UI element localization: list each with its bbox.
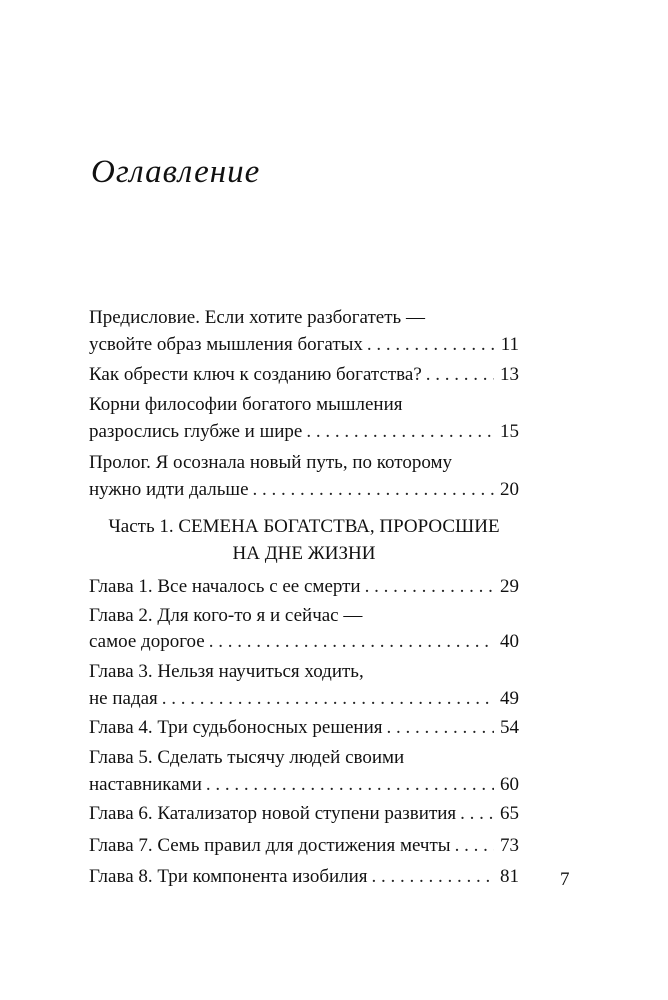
toc-entry-text: разрослись глубже и шире bbox=[89, 421, 303, 442]
toc-chapter-1 bbox=[89, 575, 519, 599]
toc-entry-text: наставниками bbox=[89, 774, 202, 795]
toc-entry-prologue-cont bbox=[89, 478, 519, 502]
toc-chapter-3 bbox=[89, 660, 519, 684]
toc-entry-text: Глава 4. Три судьбоносных решения bbox=[89, 717, 383, 738]
dot-leader bbox=[253, 478, 495, 502]
part-heading-line-1: Часть 1. СЕМЕНА БОГАТСТВА, ПРОРОСШИЕ bbox=[108, 516, 500, 537]
toc-entry-prologue bbox=[89, 451, 519, 475]
dot-leader bbox=[372, 865, 494, 889]
toc-page-number: 73 bbox=[500, 835, 519, 856]
page-title: Оглавление bbox=[91, 154, 261, 190]
toc-entry-roots-cont bbox=[89, 420, 519, 444]
toc-entry-text: усвойте образ мышления богатых bbox=[89, 334, 363, 355]
toc-page-number: 15 bbox=[500, 421, 519, 442]
toc-entry-text: Глава 5. Сделать тысячу людей своими bbox=[89, 747, 405, 768]
toc-entry-text: Как обрести ключ к созданию богатства? bbox=[89, 364, 422, 385]
toc-page-number: 65 bbox=[500, 803, 519, 824]
toc-page-number: 13 bbox=[500, 364, 519, 385]
toc-entry-text: Пролог. Я осознала новый путь, по которому bbox=[89, 452, 452, 473]
toc-chapter-8 bbox=[89, 865, 519, 889]
toc-entry-text: Корни философии богатого мышления bbox=[89, 394, 403, 415]
folio-page-number: 7 bbox=[560, 869, 570, 890]
toc-page-number: 11 bbox=[500, 334, 519, 355]
toc-entry-text: Глава 2. Для кого-то я и сейчас — bbox=[89, 605, 363, 626]
dot-leader bbox=[387, 716, 495, 740]
dot-leader bbox=[206, 773, 494, 797]
toc-chapter-3-cont bbox=[89, 687, 519, 711]
toc-page-number: 40 bbox=[500, 631, 519, 652]
toc-page-number: 54 bbox=[500, 717, 519, 738]
part-heading-line-2: НА ДНЕ ЖИЗНИ bbox=[232, 543, 376, 564]
dot-leader bbox=[162, 687, 494, 711]
dot-leader bbox=[367, 333, 495, 357]
toc-chapter-2 bbox=[89, 604, 519, 628]
toc-entry-text: нужно идти дальше bbox=[89, 479, 249, 500]
dot-leader bbox=[306, 420, 494, 444]
toc-entry-key bbox=[89, 363, 519, 387]
toc-page-number: 81 bbox=[500, 866, 519, 887]
dot-leader bbox=[209, 630, 494, 654]
toc-entry-preface bbox=[89, 306, 519, 330]
table-of-contents bbox=[89, 0, 519, 1000]
toc-entry-text: Глава 3. Нельзя научиться ходить, bbox=[89, 661, 364, 682]
toc-entry-text: не падая bbox=[89, 688, 158, 709]
dot-leader bbox=[455, 834, 494, 858]
toc-entry-text: самое дорогое bbox=[89, 631, 205, 652]
dot-leader bbox=[460, 802, 494, 826]
dot-leader bbox=[426, 363, 494, 387]
toc-entry-text: Глава 1. Все началось с ее смерти bbox=[89, 576, 361, 597]
toc-page-number: 49 bbox=[500, 688, 519, 709]
toc-chapter-5 bbox=[89, 746, 519, 770]
toc-entry-preface-cont bbox=[89, 333, 519, 357]
toc-entry-text: Глава 8. Три компонента изобилия bbox=[89, 866, 368, 887]
toc-page-number: 60 bbox=[500, 774, 519, 795]
toc-entry-text: Глава 7. Семь правил для достижения мечты bbox=[89, 835, 451, 856]
toc-chapter-4 bbox=[89, 716, 519, 740]
toc-chapter-2-cont bbox=[89, 630, 519, 654]
toc-page-number: 29 bbox=[500, 576, 519, 597]
toc-entry-text: Глава 6. Катализатор новой ступени развития bbox=[89, 803, 457, 824]
toc-chapter-7 bbox=[89, 834, 519, 858]
toc-entry-roots bbox=[89, 393, 519, 417]
toc-chapter-6 bbox=[89, 802, 519, 826]
dot-leader bbox=[365, 575, 494, 599]
toc-page-number: 20 bbox=[500, 479, 519, 500]
toc-chapter-5-cont bbox=[89, 773, 519, 797]
toc-entry-text: Предисловие. Если хотите разбогатеть — bbox=[89, 307, 425, 328]
